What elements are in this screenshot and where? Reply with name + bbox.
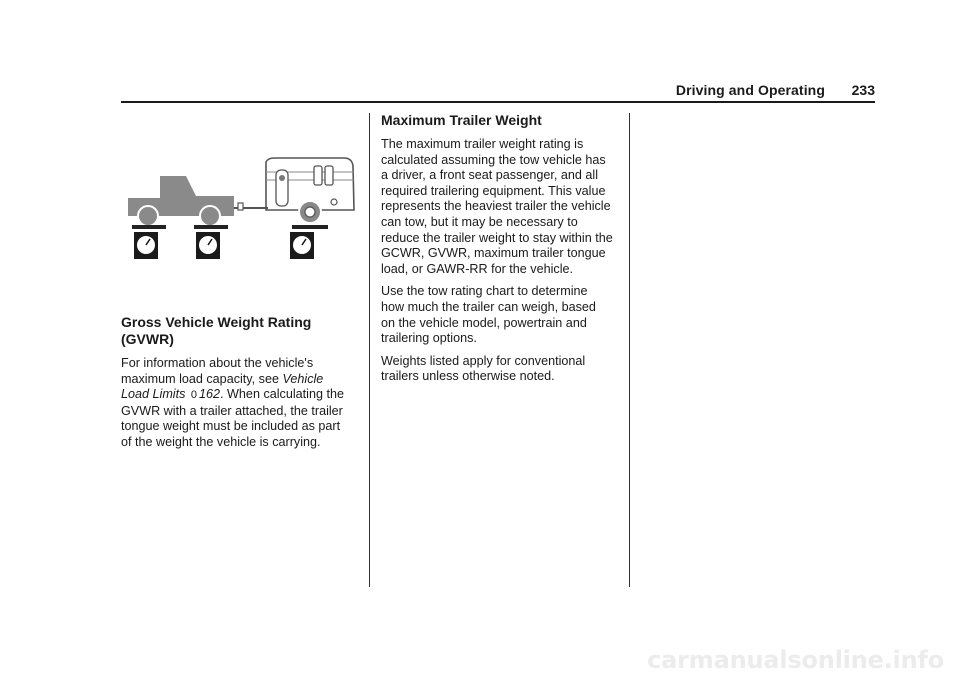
watermark: carmanualsonline.info — [647, 646, 944, 674]
section-title: Driving and Operating — [675, 82, 825, 98]
page-number: 233 — [851, 82, 875, 98]
gvwr-text-suffix: . When calculating the GVWR with a trailer attached, the trailer tongue weight must be included as part of the weight the vehicle is carrying. — [121, 387, 344, 449]
paragraph: The maximum trailer weight rating is calculated assuming the tow vehicle has a driver, a front seat passenger, and all required trailering equipment. This value represents the heaviest trailer the vehicle can tow, but it may be necessary to reduce the trailer weight to stay within the GCWR, GVWR, maximum trailer tongue load, or GAWR-RR for the vehicle. — [381, 137, 613, 276]
truck-trailer-scales-icon — [122, 150, 357, 262]
middle-column — [381, 112, 613, 392]
scale-icon — [196, 232, 220, 259]
column-divider — [629, 113, 630, 587]
gvwr-paragraph — [121, 356, 351, 451]
vehicle-load-limits-link[interactable]: Vehicle Load Limits — [121, 371, 324, 402]
scale-icon — [134, 232, 158, 259]
xref-arrow-icon: 0 — [190, 389, 198, 402]
column-divider — [369, 113, 370, 587]
gvwr-text-prefix: For information about the vehicle's maximum load capacity, see — [121, 356, 314, 386]
paragraph: Weights listed apply for conventional trailers unless otherwise noted. — [381, 353, 586, 384]
truck-trailer-scales-illustration — [122, 150, 357, 262]
scale-icon — [290, 232, 314, 259]
left-column — [121, 314, 351, 458]
header-rule — [121, 101, 875, 103]
gvwr-heading: Gross Vehicle Weight Rating (GVWR) — [121, 314, 312, 347]
paragraph: Use the tow rating chart to determine how much the trailer can weigh, based on the vehicle model, powertrain and trailering options. — [381, 284, 596, 346]
xref-page[interactable]: 162 — [199, 387, 221, 402]
max-trailer-weight-heading: Maximum Trailer Weight — [381, 112, 542, 128]
